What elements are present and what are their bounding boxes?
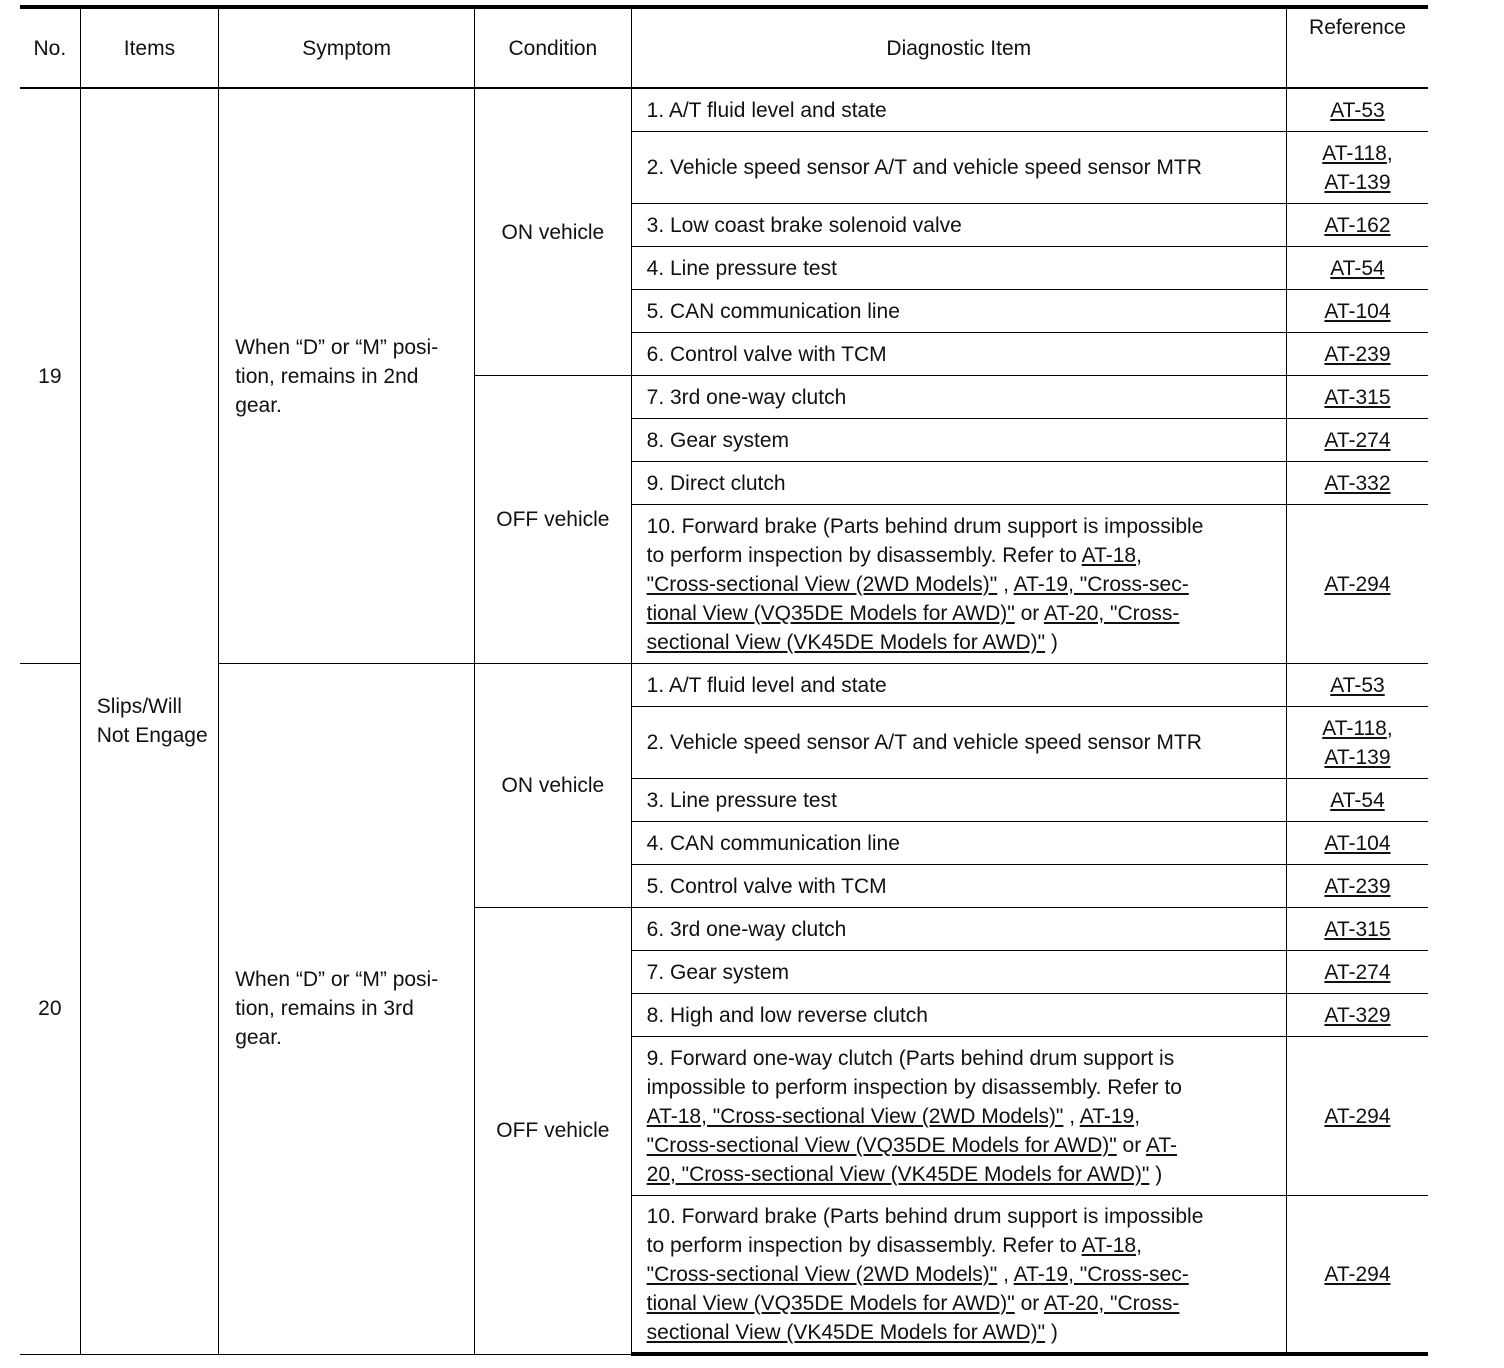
text-segment: to perform inspection by disassembly. Refer to (646, 543, 1082, 567)
diagnostic-item-cell: 2. Vehicle speed sensor A/T and vehicle speed sensor MTR (631, 707, 1286, 779)
diagnostic-table (20, 5, 1428, 1356)
reference-line (1287, 383, 1428, 412)
reference-line (1287, 915, 1428, 944)
reference-line (1287, 340, 1428, 369)
reference-link[interactable]: AT-294 (1324, 1104, 1391, 1128)
condition-off-vehicle: OFF vehicle (475, 908, 632, 1355)
diagnostic-item-cell: 9. Direct clutch (631, 462, 1286, 505)
diagnostic-item-cell: 4. Line pressure test (631, 247, 1286, 290)
diagnostic-item-cell: 3. Line pressure test (631, 779, 1286, 822)
reference-cell (1286, 505, 1428, 664)
diagnostic-line (647, 541, 1278, 570)
reference-link[interactable]: AT-19, (1079, 1104, 1141, 1128)
diagnostic-line (647, 1202, 1278, 1231)
diagnostic-line (647, 512, 1278, 541)
text-segment: or (1014, 1291, 1044, 1315)
reference-link[interactable]: AT-294 (1324, 1262, 1391, 1286)
diagnostic-line (647, 628, 1278, 657)
text-segment: ) (1149, 1162, 1163, 1186)
reference-line (1287, 254, 1428, 283)
row-number: 20 (20, 664, 80, 1355)
header-condition: Condition (475, 7, 632, 88)
reference-cell (1286, 1037, 1428, 1196)
reference-cell (1286, 132, 1428, 204)
reference-link[interactable]: AT-20, "Cross- (1043, 1291, 1180, 1315)
reference-line (1287, 1001, 1428, 1030)
reference-link[interactable]: AT-239 (1324, 874, 1391, 898)
reference-line (1287, 96, 1428, 125)
reference-link[interactable]: "Cross-sectional View (2WD Models)" (646, 572, 998, 596)
diagnostic-item-cell: 3. Low coast brake solenoid valve (631, 204, 1286, 247)
reference-link[interactable]: AT-118 (1322, 141, 1387, 165)
reference-line (1287, 469, 1428, 498)
diagnostic-item-cell: 6. Control valve with TCM (631, 333, 1286, 376)
reference-cell (1286, 462, 1428, 505)
header-diagnostic-item: Diagnostic Item (631, 7, 1286, 88)
reference-cell (1286, 664, 1428, 707)
diagnostic-line (647, 1102, 1278, 1131)
condition-off-vehicle: OFF vehicle (475, 376, 632, 664)
diagnostic-item-cell: 5. Control valve with TCM (631, 865, 1286, 908)
reference-link[interactable]: AT-274 (1324, 428, 1391, 452)
text-segment: 9. Forward one-way clutch (Parts behind drum support is (646, 1046, 1175, 1070)
reference-line (1287, 1102, 1428, 1131)
diagnostic-item-cell: 2. Vehicle speed sensor A/T and vehicle speed sensor MTR (631, 132, 1286, 204)
reference-cell (1286, 290, 1428, 333)
reference-line (1287, 671, 1428, 700)
reference-link[interactable]: AT-19, "Cross-sec- (1013, 572, 1189, 596)
symptom-line: gear. (235, 393, 282, 417)
reference-link[interactable]: AT-332 (1324, 471, 1391, 495)
text-segment: ) (1045, 630, 1058, 654)
header-symptom: Symptom (219, 7, 475, 88)
reference-link[interactable]: AT-329 (1324, 1003, 1391, 1027)
reference-cell (1286, 994, 1428, 1037)
table-body (20, 88, 1428, 1354)
reference-line (1287, 714, 1428, 743)
reference-separator: , (1386, 716, 1393, 740)
diagnostic-item-cell (631, 505, 1286, 664)
table-row (20, 664, 1428, 707)
text-segment: 10. Forward brake (Parts behind drum support is impossible (646, 1204, 1204, 1228)
reference-cell (1286, 908, 1428, 951)
reference-link[interactable]: tional View (VQ35DE Models for AWD)" (646, 601, 1015, 625)
diagnostic-line (647, 1044, 1278, 1073)
reference-link[interactable]: AT-54 (1330, 256, 1385, 280)
header-no: No. (20, 7, 80, 88)
reference-cell (1286, 951, 1428, 994)
diagnostic-item-cell: 8. High and low reverse clutch (631, 994, 1286, 1037)
reference-link[interactable]: tional View (VQ35DE Models for AWD)" (646, 1291, 1015, 1315)
symptom-cell (219, 664, 475, 1355)
row-number: 19 (20, 88, 80, 664)
diagnostic-item-cell: 1. A/T fluid level and state (631, 88, 1286, 132)
reference-link[interactable]: AT-18, "Cross-sectional View (2WD Models)" (646, 1104, 1064, 1128)
reference-cell (1286, 376, 1428, 419)
reference-link[interactable]: AT-274 (1324, 960, 1391, 984)
reference-cell (1286, 419, 1428, 462)
reference-line (1287, 139, 1428, 168)
reference-line (1287, 786, 1428, 815)
diagnostic-line (647, 570, 1278, 599)
text-segment: or (1116, 1133, 1146, 1157)
diagnostic-item-cell: 1. A/T fluid level and state (631, 664, 1286, 707)
reference-line (1287, 297, 1428, 326)
table-row (20, 88, 1428, 132)
diagnostic-line (647, 1318, 1278, 1347)
reference-line (1287, 743, 1428, 772)
diagnostic-line (647, 1260, 1278, 1289)
reference-link[interactable]: AT-315 (1324, 917, 1391, 941)
reference-link[interactable]: "Cross-sectional View (VQ35DE Models for AWD)" (646, 1133, 1117, 1157)
reference-link[interactable]: AT- (1145, 1133, 1178, 1157)
condition-on-vehicle: ON vehicle (475, 664, 632, 908)
diagnostic-line (647, 1289, 1278, 1318)
reference-cell (1286, 333, 1428, 376)
reference-link[interactable]: AT-104 (1324, 299, 1391, 323)
reference-line (1287, 570, 1428, 599)
diagnostic-item-cell: 7. Gear system (631, 951, 1286, 994)
reference-link[interactable]: sectional View (VK45DE Models for AWD)" (646, 1320, 1046, 1344)
text-segment: to perform inspection by disassembly. Refer to (646, 1233, 1082, 1257)
reference-line (1287, 958, 1428, 987)
reference-link[interactable]: AT-18, (1081, 543, 1142, 567)
reference-link[interactable]: AT-239 (1324, 342, 1391, 366)
reference-line (1287, 211, 1428, 240)
reference-line (1287, 872, 1428, 901)
reference-separator: , (1386, 141, 1393, 165)
diagnostic-item-cell: 6. 3rd one-way clutch (631, 908, 1286, 951)
text-segment: impossible to perform inspection by disassembly. Refer to (646, 1075, 1182, 1099)
header-items: Items (80, 7, 218, 88)
symptom-line: gear. (235, 1026, 282, 1050)
text-segment: ) (1045, 1320, 1058, 1344)
diagnostic-item-cell (631, 1037, 1286, 1196)
reference-cell (1286, 247, 1428, 290)
reference-cell (1286, 1196, 1428, 1355)
reference-link[interactable]: AT-18, (1081, 1233, 1142, 1257)
reference-link[interactable]: AT-294 (1324, 572, 1391, 596)
symptom-line: When “D” or “M” posi- (235, 968, 439, 992)
symptom-line: tion, remains in 3rd (235, 997, 414, 1021)
text-segment: or (1014, 601, 1044, 625)
symptom-line: tion, remains in 2nd (235, 364, 419, 388)
diagnostic-line (647, 1073, 1278, 1102)
reference-cell (1286, 779, 1428, 822)
diagnostic-line (647, 1160, 1278, 1189)
reference-link[interactable]: 20, "Cross-sectional View (VK45DE Models for AWD)" (646, 1162, 1150, 1186)
diagnostic-item-cell: 5. CAN communication line (631, 290, 1286, 333)
symptom-cell (219, 88, 475, 664)
reference-link[interactable]: AT-118 (1322, 716, 1387, 740)
reference-line (1287, 168, 1428, 197)
diagnostic-item-cell (631, 1196, 1286, 1355)
reference-cell (1286, 865, 1428, 908)
diagnostic-line (647, 1131, 1278, 1160)
reference-link[interactable]: sectional View (VK45DE Models for AWD)" (646, 630, 1046, 654)
reference-link[interactable]: AT-19, "Cross-sec- (1013, 1262, 1189, 1286)
diagnostic-item-cell: 8. Gear system (631, 419, 1286, 462)
reference-link[interactable]: AT-162 (1324, 213, 1391, 237)
diagnostic-item-cell: 7. 3rd one-way clutch (631, 376, 1286, 419)
reference-cell (1286, 88, 1428, 132)
reference-cell (1286, 707, 1428, 779)
reference-link[interactable]: "Cross-sectional View (2WD Models)" (646, 1262, 998, 1286)
reference-line (1287, 426, 1428, 455)
reference-link[interactable]: AT-53 (1330, 673, 1385, 697)
condition-on-vehicle: ON vehicle (475, 88, 632, 376)
reference-link[interactable]: AT-104 (1324, 831, 1391, 855)
text-segment: , (997, 572, 1014, 596)
symptom-line: When “D” or “M” posi- (235, 335, 439, 359)
reference-cell (1286, 822, 1428, 865)
items-cell: Slips/Will Not Engage (80, 88, 218, 1354)
reference-cell (1286, 204, 1428, 247)
diagnostic-line (647, 1231, 1278, 1260)
reference-link[interactable]: AT-53 (1330, 98, 1385, 122)
diagnostic-item-cell: 4. CAN communication line (631, 822, 1286, 865)
text-segment: 10. Forward brake (Parts behind drum support is impossible (646, 514, 1204, 538)
reference-link[interactable]: AT-20, "Cross- (1043, 601, 1180, 625)
reference-line (1287, 1260, 1428, 1289)
header-reference: Reference (1286, 7, 1428, 88)
reference-link[interactable]: AT-315 (1324, 385, 1391, 409)
text-segment: , (997, 1262, 1014, 1286)
reference-link[interactable]: AT-139 (1324, 170, 1391, 194)
diagnostic-line (647, 599, 1278, 628)
reference-link[interactable]: AT-54 (1330, 788, 1385, 812)
reference-link[interactable]: AT-139 (1324, 745, 1391, 769)
header-row (20, 7, 1428, 88)
text-segment: , (1063, 1104, 1080, 1128)
reference-line (1287, 829, 1428, 858)
